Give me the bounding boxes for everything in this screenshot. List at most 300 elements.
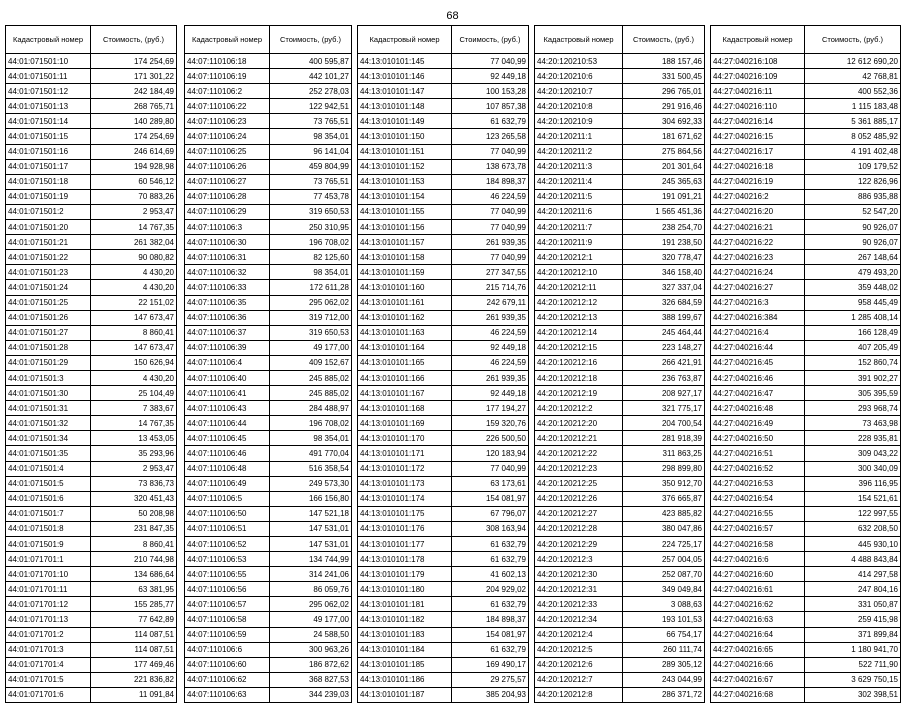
cost-cell: 208 927,17 — [623, 386, 705, 401]
table-row — [711, 491, 901, 506]
table-row — [711, 597, 901, 612]
cadastral-number-cell: 44:27:040216:50 — [711, 431, 805, 446]
cost-cell: 291 916,46 — [623, 99, 705, 114]
table-row — [535, 476, 705, 491]
cadastral-number-cell: 44:20:120210:8 — [535, 99, 623, 114]
table-row — [711, 325, 901, 340]
cadastral-number-cell: 44:01:071501:35 — [6, 446, 91, 461]
cadastral-number-cell: 44:13:010101:166 — [358, 370, 452, 385]
cadastral-number-cell: 44:27:040216:51 — [711, 446, 805, 461]
cost-cell: 92 449,18 — [452, 386, 529, 401]
cadastral-number-cell: 44:07:110106:5 — [185, 491, 270, 506]
cost-cell: 61 632,79 — [452, 642, 529, 657]
cadastral-number-cell: 44:13:010101:162 — [358, 310, 452, 325]
table-row — [6, 612, 177, 627]
cadastral-number-cell: 44:27:040216:65 — [711, 642, 805, 657]
table-row — [711, 189, 901, 204]
cost-cell: 46 224,59 — [452, 189, 529, 204]
cadastral-number-cell: 44:27:040216:46 — [711, 370, 805, 385]
cost-cell: 400 595,87 — [270, 54, 352, 69]
table-row — [711, 506, 901, 521]
cost-cell: 226 500,50 — [452, 431, 529, 446]
cadastral-number-cell: 44:01:071501:15 — [6, 129, 91, 144]
cost-cell: 147 521,18 — [270, 506, 352, 521]
cadastral-number-cell: 44:13:010101:157 — [358, 235, 452, 250]
table-row — [535, 129, 705, 144]
cadastral-number-cell: 44:07:110106:2 — [185, 84, 270, 99]
cost-cell: 196 708,02 — [270, 416, 352, 431]
cadastral-number-cell: 44:20:120211:6 — [535, 204, 623, 219]
table-header-row — [185, 26, 352, 54]
table-row — [711, 99, 901, 114]
cadastral-number-cell: 44:01:071501:6 — [6, 491, 91, 506]
cost-cell: 344 239,03 — [270, 687, 352, 702]
cadastral-number-cell: 44:07:110106:26 — [185, 159, 270, 174]
cost-cell: 204 929,02 — [452, 582, 529, 597]
cost-cell: 286 371,72 — [623, 687, 705, 702]
table-row — [185, 567, 352, 582]
cost-cell: 327 337,04 — [623, 280, 705, 295]
cadastral-number-cell: 44:07:110106:48 — [185, 461, 270, 476]
cadastral-number-cell: 44:01:071501:22 — [6, 250, 91, 265]
cost-cell: 331 050,87 — [805, 597, 901, 612]
cost-table-2 — [184, 25, 352, 703]
cost-cell: 77 642,89 — [91, 612, 177, 627]
cost-cell: 134 686,64 — [91, 567, 177, 582]
table-row — [185, 265, 352, 280]
cost-cell: 25 104,49 — [91, 386, 177, 401]
cadastral-number-cell: 44:20:120210:9 — [535, 114, 623, 129]
table-row — [711, 446, 901, 461]
table-row — [535, 265, 705, 280]
cadastral-number-cell: 44:27:040216:15 — [711, 129, 805, 144]
cadastral-number-cell: 44:01:071501:2 — [6, 204, 91, 219]
table-row — [185, 687, 352, 702]
cost-cell: 204 700,54 — [623, 416, 705, 431]
cost-table-5 — [710, 25, 901, 703]
cost-cell: 100 153,28 — [452, 84, 529, 99]
table-row — [185, 159, 352, 174]
table-row — [185, 401, 352, 416]
table-row — [185, 189, 352, 204]
table-row — [535, 612, 705, 627]
cost-cell: 8 860,41 — [91, 325, 177, 340]
cadastral-number-cell: 44:13:010101:184 — [358, 642, 452, 657]
cadastral-number-cell: 44:01:071701:5 — [6, 672, 91, 687]
cadastral-number-cell: 44:07:110106:41 — [185, 386, 270, 401]
table-row — [535, 582, 705, 597]
cost-cell: 300 963,26 — [270, 642, 352, 657]
cadastral-number-cell: 44:27:040216:49 — [711, 416, 805, 431]
cost-cell: 228 935,81 — [805, 431, 901, 446]
cadastral-number-cell: 44:20:120212:8 — [535, 687, 623, 702]
table-header-row — [535, 26, 705, 54]
cost-cell: 191 238,50 — [623, 235, 705, 250]
table-row — [6, 431, 177, 446]
table-row — [535, 159, 705, 174]
table-row — [711, 552, 901, 567]
cadastral-number-cell: 44:13:010101:146 — [358, 69, 452, 84]
cost-cell: 423 885,82 — [623, 506, 705, 521]
cadastral-number-cell: 44:13:010101:153 — [358, 174, 452, 189]
table-row — [185, 476, 352, 491]
cost-cell: 46 224,59 — [452, 325, 529, 340]
cost-cell: 5 361 885,17 — [805, 114, 901, 129]
cadastral-number-cell: 44:01:071501:26 — [6, 310, 91, 325]
cadastral-number-cell: 44:27:040216:24 — [711, 265, 805, 280]
cadastral-number-cell: 44:13:010101:178 — [358, 552, 452, 567]
column-header-cost: Стоимость, (руб.) — [805, 26, 901, 54]
table-row — [711, 612, 901, 627]
table-row — [535, 597, 705, 612]
cost-table-4 — [534, 25, 705, 703]
table-row — [358, 295, 529, 310]
table-row — [358, 310, 529, 325]
cost-cell: 154 081,97 — [452, 627, 529, 642]
cost-cell: 61 632,79 — [452, 537, 529, 552]
cost-cell: 319 650,53 — [270, 204, 352, 219]
cadastral-number-cell: 44:27:040216:64 — [711, 627, 805, 642]
cost-cell: 1 115 183,48 — [805, 99, 901, 114]
table-row — [358, 370, 529, 385]
table-row — [185, 84, 352, 99]
cadastral-number-cell: 44:13:010101:152 — [358, 159, 452, 174]
cost-cell: 201 301,64 — [623, 159, 705, 174]
cost-cell: 154 521,61 — [805, 491, 901, 506]
cadastral-number-cell: 44:01:071501:8 — [6, 521, 91, 536]
table-row — [185, 355, 352, 370]
cost-cell: 114 087,51 — [91, 627, 177, 642]
table-row — [6, 386, 177, 401]
column-header-cost: Стоимость, (руб.) — [452, 26, 529, 54]
cost-cell: 122 997,55 — [805, 506, 901, 521]
column-header-cost: Стоимость, (руб.) — [91, 26, 177, 54]
cost-cell: 77 040,99 — [452, 54, 529, 69]
cost-cell: 266 421,91 — [623, 355, 705, 370]
table-row — [358, 144, 529, 159]
table-row — [358, 446, 529, 461]
table-row — [535, 567, 705, 582]
cost-cell: 14 767,35 — [91, 220, 177, 235]
cost-cell: 245 885,02 — [270, 370, 352, 385]
cadastral-number-cell: 44:27:040216:60 — [711, 567, 805, 582]
cadastral-number-cell: 44:13:010101:158 — [358, 250, 452, 265]
cost-cell: 22 151,02 — [91, 295, 177, 310]
table-row — [185, 537, 352, 552]
cost-cell: 321 775,17 — [623, 401, 705, 416]
cost-cell: 152 860,74 — [805, 355, 901, 370]
cost-cell: 147 673,47 — [91, 340, 177, 355]
cost-cell: 311 863,25 — [623, 446, 705, 461]
cadastral-number-cell: 44:13:010101:174 — [358, 491, 452, 506]
table-row — [358, 657, 529, 672]
cost-cell: 92 449,18 — [452, 69, 529, 84]
table-row — [535, 250, 705, 265]
cost-cell: 109 179,52 — [805, 159, 901, 174]
cost-cell: 385 204,93 — [452, 687, 529, 702]
table-row — [6, 54, 177, 69]
cadastral-number-cell: 44:27:040216:47 — [711, 386, 805, 401]
cost-cell: 177 194,27 — [452, 401, 529, 416]
table-row — [535, 340, 705, 355]
cadastral-number-cell: 44:20:120212:25 — [535, 476, 623, 491]
table-row — [185, 325, 352, 340]
table-row — [6, 476, 177, 491]
cadastral-number-cell: 44:01:071701:11 — [6, 582, 91, 597]
cadastral-number-cell: 44:07:110106:44 — [185, 416, 270, 431]
table-row — [358, 159, 529, 174]
table-row — [358, 537, 529, 552]
table-row — [185, 250, 352, 265]
cost-cell: 41 602,13 — [452, 567, 529, 582]
table-row — [358, 582, 529, 597]
cadastral-number-cell: 44:20:120212:29 — [535, 537, 623, 552]
table-row — [6, 657, 177, 672]
table-row — [185, 144, 352, 159]
table-row — [358, 250, 529, 265]
table-row — [535, 69, 705, 84]
table-row — [711, 521, 901, 536]
cost-cell: 224 725,17 — [623, 537, 705, 552]
cost-cell: 123 265,58 — [452, 129, 529, 144]
table-row — [185, 642, 352, 657]
cost-cell: 193 101,53 — [623, 612, 705, 627]
cost-cell: 73 836,73 — [91, 476, 177, 491]
cost-cell: 388 199,67 — [623, 310, 705, 325]
cost-cell: 259 415,98 — [805, 612, 901, 627]
table-row — [711, 69, 901, 84]
cadastral-number-cell: 44:01:071701:1 — [6, 552, 91, 567]
cadastral-number-cell: 44:01:071501:34 — [6, 431, 91, 446]
table-row — [535, 687, 705, 702]
cost-cell: 289 305,12 — [623, 657, 705, 672]
cost-cell: 140 289,80 — [91, 114, 177, 129]
cost-cell: 442 101,27 — [270, 69, 352, 84]
cost-cell: 52 547,20 — [805, 204, 901, 219]
cadastral-number-cell: 44:13:010101:186 — [358, 672, 452, 687]
cadastral-number-cell: 44:07:110106:25 — [185, 144, 270, 159]
cadastral-number-cell: 44:01:071701:4 — [6, 657, 91, 672]
cost-cell: 42 768,81 — [805, 69, 901, 84]
cost-cell: 281 918,39 — [623, 431, 705, 446]
cost-cell: 260 111,74 — [623, 642, 705, 657]
table-row — [358, 506, 529, 521]
cost-cell: 147 673,47 — [91, 310, 177, 325]
cost-cell: 215 714,76 — [452, 280, 529, 295]
cost-cell: 407 205,49 — [805, 340, 901, 355]
table-row — [535, 84, 705, 99]
cost-cell: 298 899,80 — [623, 461, 705, 476]
cadastral-number-cell: 44:07:110106:40 — [185, 370, 270, 385]
cost-cell: 98 354,01 — [270, 129, 352, 144]
cadastral-number-cell: 44:01:071501:21 — [6, 235, 91, 250]
cost-cell: 275 864,56 — [623, 144, 705, 159]
cadastral-number-cell: 44:20:120212:28 — [535, 521, 623, 536]
cadastral-number-cell: 44:20:120212:2 — [535, 401, 623, 416]
cost-cell: 77 040,99 — [452, 461, 529, 476]
table-row — [6, 582, 177, 597]
cost-cell: 459 804,99 — [270, 159, 352, 174]
table-row — [535, 295, 705, 310]
cadastral-number-cell: 44:01:071501:7 — [6, 506, 91, 521]
cadastral-number-cell: 44:07:110106:31 — [185, 250, 270, 265]
cost-cell: 277 347,55 — [452, 265, 529, 280]
cadastral-number-cell: 44:13:010101:176 — [358, 521, 452, 536]
table-row — [711, 280, 901, 295]
column-header-cadastral-number: Кадастровый номер — [711, 26, 805, 54]
cadastral-number-cell: 44:20:120212:31 — [535, 582, 623, 597]
cadastral-number-cell: 44:07:110106:43 — [185, 401, 270, 416]
cost-cell: 376 665,87 — [623, 491, 705, 506]
table-row — [185, 370, 352, 385]
cost-cell: 73 765,51 — [270, 174, 352, 189]
cost-cell: 60 546,12 — [91, 174, 177, 189]
cost-cell: 309 043,22 — [805, 446, 901, 461]
table-row — [358, 597, 529, 612]
table-row — [358, 552, 529, 567]
cadastral-number-cell: 44:13:010101:149 — [358, 114, 452, 129]
cadastral-number-cell: 44:07:110106:6 — [185, 642, 270, 657]
cadastral-number-cell: 44:20:120212:21 — [535, 431, 623, 446]
cadastral-number-cell: 44:20:120211:1 — [535, 129, 623, 144]
cadastral-number-cell: 44:01:071501:31 — [6, 401, 91, 416]
cadastral-number-cell: 44:07:110106:23 — [185, 114, 270, 129]
cadastral-number-cell: 44:13:010101:154 — [358, 189, 452, 204]
table-row — [711, 431, 901, 446]
cadastral-number-cell: 44:20:120210:7 — [535, 84, 623, 99]
cost-cell: 632 208,50 — [805, 521, 901, 536]
cadastral-number-cell: 44:07:110106:24 — [185, 129, 270, 144]
cadastral-number-cell: 44:27:040216:6 — [711, 552, 805, 567]
cost-cell: 221 836,82 — [91, 672, 177, 687]
cadastral-number-cell: 44:20:120212:16 — [535, 355, 623, 370]
table-row — [185, 612, 352, 627]
cadastral-number-cell: 44:27:040216:44 — [711, 340, 805, 355]
cadastral-number-cell: 44:27:040216:18 — [711, 159, 805, 174]
cadastral-number-cell: 44:01:071501:28 — [6, 340, 91, 355]
cadastral-number-cell: 44:27:040216:48 — [711, 401, 805, 416]
cadastral-number-cell: 44:13:010101:171 — [358, 446, 452, 461]
cadastral-number-cell: 44:07:110106:63 — [185, 687, 270, 702]
cost-cell: 49 177,00 — [270, 340, 352, 355]
table-row — [358, 612, 529, 627]
table-row — [185, 386, 352, 401]
cost-cell: 77 040,99 — [452, 204, 529, 219]
table-row — [185, 446, 352, 461]
cadastral-number-cell: 44:27:040216:53 — [711, 476, 805, 491]
table-row — [358, 220, 529, 235]
cadastral-number-cell: 44:27:040216:62 — [711, 597, 805, 612]
cadastral-number-cell: 44:27:040216:67 — [711, 672, 805, 687]
table-row — [6, 280, 177, 295]
table-row — [535, 370, 705, 385]
cost-cell: 174 254,69 — [91, 54, 177, 69]
cadastral-number-cell: 44:13:010101:167 — [358, 386, 452, 401]
cadastral-number-cell: 44:27:040216:52 — [711, 461, 805, 476]
cadastral-number-cell: 44:27:040216:58 — [711, 537, 805, 552]
table-row — [185, 461, 352, 476]
cadastral-number-cell: 44:27:040216:21 — [711, 220, 805, 235]
table-row — [6, 325, 177, 340]
cost-cell: 304 692,33 — [623, 114, 705, 129]
cost-cell: 371 899,84 — [805, 627, 901, 642]
cadastral-number-cell: 44:20:120212:23 — [535, 461, 623, 476]
table-row — [358, 69, 529, 84]
table-row — [6, 687, 177, 702]
cadastral-number-cell: 44:07:110106:18 — [185, 54, 270, 69]
cost-cell: 184 898,37 — [452, 174, 529, 189]
cadastral-number-cell: 44:27:040216:63 — [711, 612, 805, 627]
cadastral-number-cell: 44:01:071501:13 — [6, 99, 91, 114]
table-row — [6, 159, 177, 174]
cost-cell: 246 614,69 — [91, 144, 177, 159]
table-row — [6, 310, 177, 325]
cadastral-number-cell: 44:20:120210:6 — [535, 69, 623, 84]
table-row — [358, 521, 529, 536]
cadastral-number-cell: 44:13:010101:182 — [358, 612, 452, 627]
cadastral-number-cell: 44:27:040216:14 — [711, 114, 805, 129]
cost-cell: 326 684,59 — [623, 295, 705, 310]
cost-cell: 169 490,17 — [452, 657, 529, 672]
cost-cell: 3 629 750,15 — [805, 672, 901, 687]
cadastral-number-cell: 44:20:120212:34 — [535, 612, 623, 627]
table-row — [535, 235, 705, 250]
table-row — [358, 401, 529, 416]
cost-cell: 73 463,98 — [805, 416, 901, 431]
table-row — [358, 174, 529, 189]
cadastral-number-cell: 44:01:071501:9 — [6, 537, 91, 552]
table-row — [185, 114, 352, 129]
cost-cell: 359 448,02 — [805, 280, 901, 295]
cadastral-number-cell: 44:20:120212:10 — [535, 265, 623, 280]
table-row — [711, 642, 901, 657]
cost-cell: 252 087,70 — [623, 567, 705, 582]
cost-cell: 73 765,51 — [270, 114, 352, 129]
table-row — [6, 446, 177, 461]
cadastral-number-cell: 44:27:040216:57 — [711, 521, 805, 536]
cost-cell: 308 163,94 — [452, 521, 529, 536]
table-row — [535, 280, 705, 295]
cadastral-number-cell: 44:13:010101:170 — [358, 431, 452, 446]
cost-cell: 8 860,41 — [91, 537, 177, 552]
cadastral-number-cell: 44:01:071501:10 — [6, 54, 91, 69]
cadastral-number-cell: 44:27:040216:45 — [711, 355, 805, 370]
table-row — [535, 114, 705, 129]
column-header-cadastral-number: Кадастровый номер — [185, 26, 270, 54]
cadastral-number-cell: 44:07:110106:27 — [185, 174, 270, 189]
table-row — [6, 69, 177, 84]
cadastral-number-cell: 44:20:120212:26 — [535, 491, 623, 506]
table-row — [711, 220, 901, 235]
table-row — [358, 386, 529, 401]
cadastral-number-cell: 44:13:010101:163 — [358, 325, 452, 340]
table-row — [6, 235, 177, 250]
table-row — [185, 672, 352, 687]
cadastral-number-cell: 44:01:071701:2 — [6, 627, 91, 642]
cost-cell: 261 382,04 — [91, 235, 177, 250]
cost-cell: 61 632,79 — [452, 114, 529, 129]
table-row — [358, 54, 529, 69]
cadastral-number-cell: 44:01:071701:13 — [6, 612, 91, 627]
table-row — [6, 491, 177, 506]
cost-cell: 92 449,18 — [452, 340, 529, 355]
table-row — [711, 84, 901, 99]
table-row — [6, 401, 177, 416]
cadastral-number-cell: 44:13:010101:187 — [358, 687, 452, 702]
table-row — [711, 476, 901, 491]
table-row — [185, 310, 352, 325]
cadastral-number-cell: 44:01:071501:17 — [6, 159, 91, 174]
